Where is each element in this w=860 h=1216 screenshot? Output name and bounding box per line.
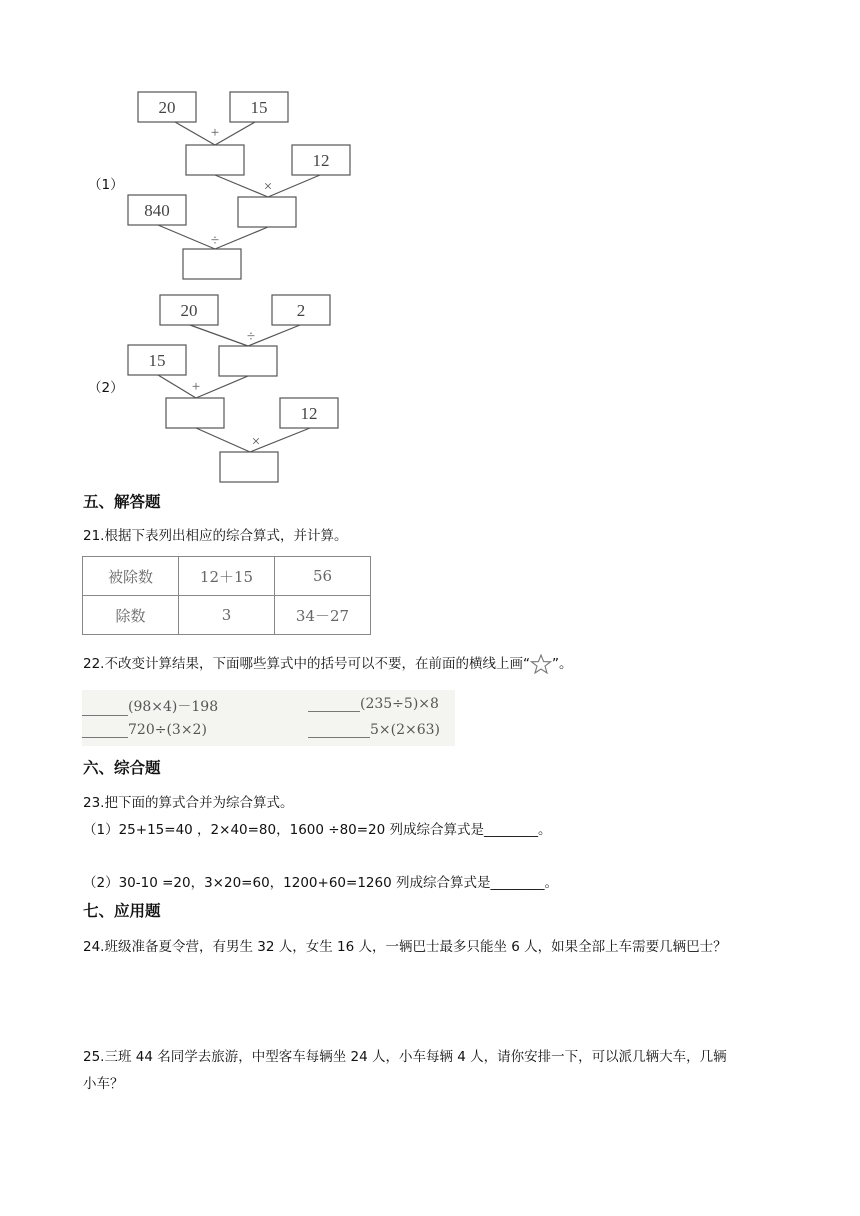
- tree1-c: 12: [312, 151, 330, 170]
- part-1-label: （1）: [88, 177, 124, 193]
- tree2-a: 20: [180, 301, 198, 320]
- q23-part1: （1）25+15=40 ，2×40=80，1600 ÷80=20 列成综合算式是________。: [83, 822, 552, 838]
- table-cell: 12＋15: [179, 557, 275, 596]
- q22-text: [83, 654, 572, 674]
- section-5-title: 五、解答题: [83, 493, 161, 511]
- table-row: [83, 557, 371, 596]
- section-6-title: 六、综合题: [83, 759, 161, 777]
- table-cell: 除数: [83, 596, 179, 635]
- answer-blank[interactable]: [82, 715, 128, 716]
- q22-expr-1: (98×4)－198: [82, 696, 218, 716]
- tree2-box-result[interactable]: [220, 452, 278, 482]
- q22-expr-4: 5×(2×63): [308, 722, 440, 738]
- part-2-label: （2）: [88, 380, 124, 396]
- tree1-op3: ÷: [210, 233, 220, 249]
- tree2-c: 15: [148, 351, 166, 370]
- q21-text: 21.根据下表列出相应的综合算式，并计算。: [83, 528, 348, 544]
- tree1-op2: ×: [263, 179, 273, 195]
- tree2-box-quotient[interactable]: [219, 346, 277, 376]
- tree1-op1: +: [210, 125, 220, 141]
- q21-table: [82, 556, 371, 635]
- calc-tree-1: [120, 85, 370, 285]
- answer-blank[interactable]: [308, 711, 360, 712]
- table-cell: 3: [179, 596, 275, 635]
- tree2-box-sum[interactable]: [166, 398, 224, 428]
- tree1-d: 840: [144, 201, 170, 220]
- q23-text: 23.把下面的算式合并为综合算式。: [83, 795, 294, 811]
- q25-line1: 25.三班 44 名同学去旅游，中型客车每辆坐 24 人，小车每辆 4 人，请你安排一下，可以派几辆大车，几辆: [83, 1049, 727, 1065]
- tree2-op3: ×: [251, 434, 261, 450]
- table-cell: 56: [275, 557, 371, 596]
- q22-text-after: ”。: [551, 656, 573, 672]
- tree2-op1: ÷: [246, 329, 256, 345]
- tree1-box-sum[interactable]: [186, 145, 244, 175]
- q25-line2: 小车？: [83, 1076, 124, 1092]
- tree1-a: 20: [158, 98, 176, 117]
- tree2-op2: +: [191, 379, 201, 395]
- table-cell: 被除数: [83, 557, 179, 596]
- section-7-title: 七、应用题: [83, 902, 161, 920]
- q22-text-before: 22.不改变计算结果，下面哪些算式中的括号可以不要，在前面的横线上画“: [83, 656, 530, 672]
- answer-blank[interactable]: [308, 737, 370, 738]
- tree1-box-product[interactable]: [238, 197, 296, 227]
- tree2-b: 2: [296, 301, 306, 320]
- answer-blank[interactable]: [82, 737, 128, 738]
- q23-part2: （2）30-10 =20，3×20=60，1200+60=1260 列成综合算式是________。: [83, 875, 558, 891]
- q22-expressions: [82, 690, 455, 746]
- q22-expr-2: (235÷5)×8: [308, 696, 439, 712]
- tree1-box-result[interactable]: [183, 249, 241, 279]
- tree1-b: 15: [250, 98, 268, 117]
- star-icon: [530, 654, 552, 674]
- table-cell: 34－27: [275, 596, 371, 635]
- table-row: [83, 596, 371, 635]
- tree2-d: 12: [300, 404, 318, 423]
- q22-expr-3: 720÷(3×2): [82, 722, 207, 738]
- calc-tree-2: [120, 290, 370, 486]
- q24-text: 24.班级准备夏令营，有男生 32 人，女生 16 人，一辆巴士最多只能坐 6 人，如果全部上车需要几辆巴士？: [83, 939, 727, 955]
